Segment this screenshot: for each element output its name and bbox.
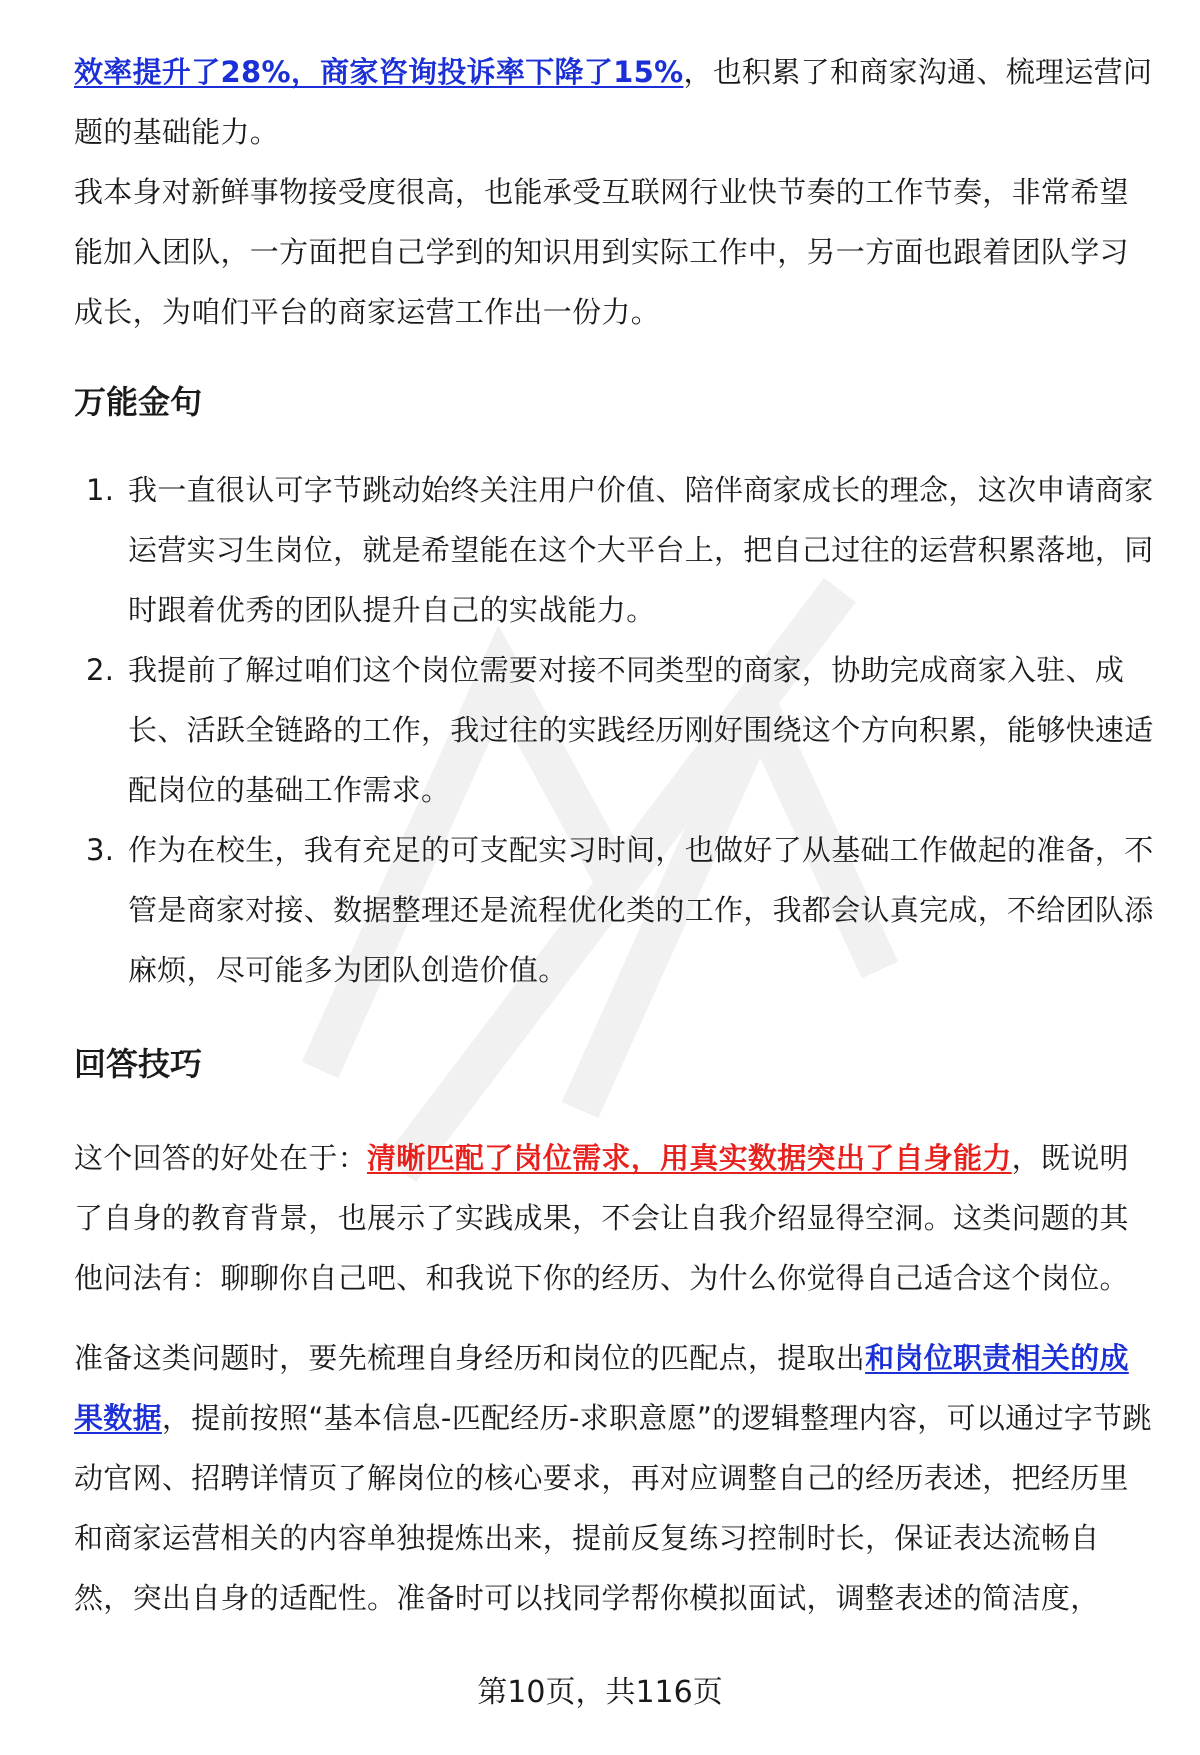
section-heading-answer-tips: 回答技巧 bbox=[74, 1045, 203, 1083]
document-page bbox=[74, 52, 1154, 1628]
list-item: 3. 作为在校生，我有充足的可支配实习时间，也做好了从基础工作做起的准备，不管是商家对接、数据整理还是流程优化类的工作，我都会认真完成，不给团队添麻烦，尽可能多为团队创造价值。 bbox=[86, 833, 1154, 987]
intro-paragraph-1: 效率提升了28%，商家咨询投诉率下降了15%，也积累了和商家沟通、梳理运营问题的基础能力。 bbox=[74, 55, 1153, 149]
highlight-result-data: 和岗位职责相关的成果数据 bbox=[74, 1341, 1129, 1435]
list-item: 2. 我提前了解过咱们这个岗位需要对接不同类型的商家，协助完成商家入驻、成长、活跃全链路的工作，我过往的实践经历刚好围绕这个方向积累，能够快速适配岗位的基础工作需求。 bbox=[86, 653, 1154, 807]
intro-paragraph-2: 我本身对新鲜事物接受度很高，也能承受互联网行业快节奏的工作节奏，非常希望能加入团队，一方面把自己学到的知识用到实际工作中，另一方面也跟着团队学习成长，为咱们平台的商家运营工作出一份力。 bbox=[74, 175, 1129, 329]
phrases-list bbox=[74, 460, 1154, 1000]
page-number: 第10页，共116页 bbox=[477, 1675, 723, 1710]
tips-paragraph-1: 这个回答的好处在于：清晰匹配了岗位需求，用真实数据突出了自身能力，既说明了自身的教育背景，也展示了实践成果，不会让自我介绍显得空洞。这类问题的其他问法有：聊聊你自己吧、和我说下你的经历、为什么你觉得自己适合这个岗位。 bbox=[74, 1141, 1129, 1295]
highlight-key-point: 清晰匹配了岗位需求，用真实数据突出了自身能力 bbox=[367, 1141, 1012, 1175]
section-heading-universal-phrases: 万能金句 bbox=[74, 383, 203, 421]
list-item: 1. 我一直很认可字节跳动始终关注用户价值、陪伴商家成长的理念，这次申请商家运营实习生岗位，就是希望能在这个大平台上，把自己过往的运营积累落地，同时跟着优秀的团队提升自己的实战能力。 bbox=[86, 473, 1154, 627]
highlight-stats: 效率提升了28%，商家咨询投诉率下降了15% bbox=[74, 55, 684, 89]
tips-paragraph-2: 准备这类问题时，要先梳理自身经历和岗位的匹配点，提取出和岗位职责相关的成果数据，提前按照“基本信息-匹配经历-求职意愿”的逻辑整理内容，可以通过字节跳动官网、招聘详情页了解岗位的核心要求，再对应调整自己的经历表述，把经历里和商家运营相关的内容单独提炼出来，提前反复练习控制时长，保证表达流畅自然，突出自身的适配性。准备时可以找同学帮你模拟面试，调整表述的简洁度， bbox=[74, 1341, 1152, 1615]
